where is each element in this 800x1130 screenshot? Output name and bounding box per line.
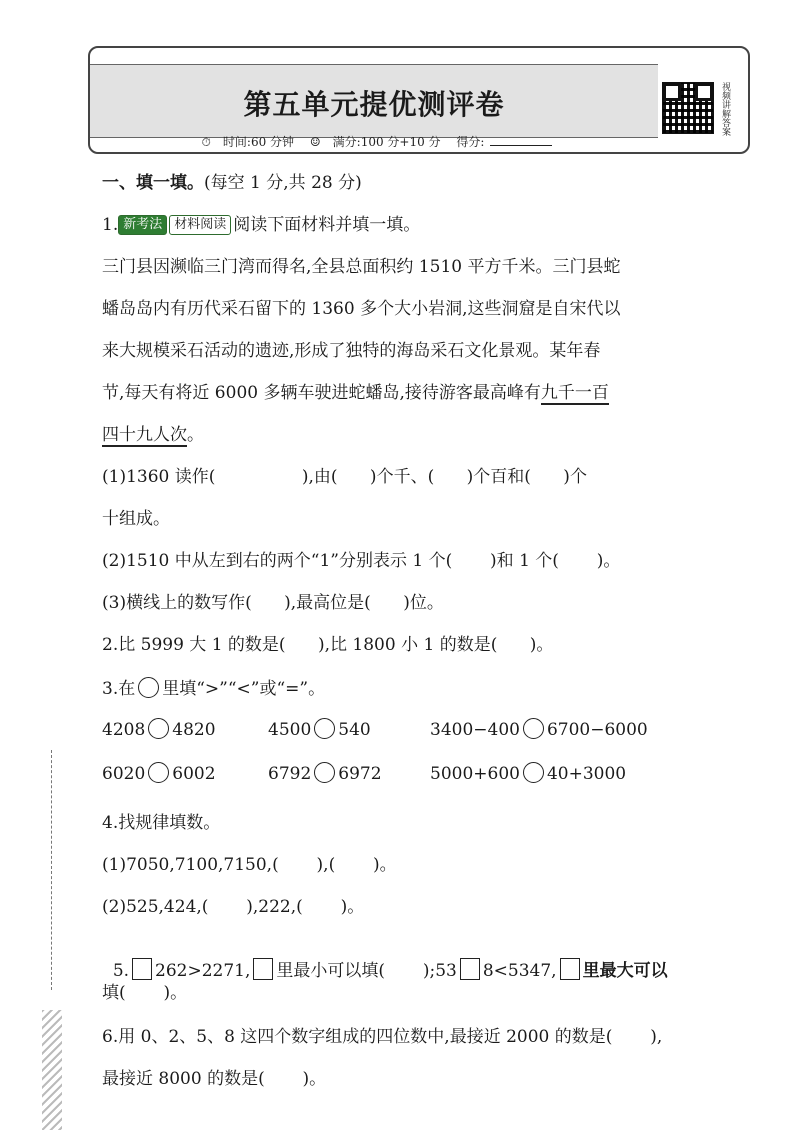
compare-item: [102, 718, 216, 740]
clock-icon: ⏱: [201, 135, 211, 149]
new-method-tag: 新考法: [118, 215, 167, 235]
compare-right: 4820: [172, 720, 216, 740]
q5-part-d: 里最大可以: [582, 961, 668, 981]
digit-box-icon: [253, 958, 273, 980]
section-title: 一、填一填。: [102, 173, 204, 193]
passage-line-2: 蟠岛岛内有历代采石留下的 1360 多个大小岩洞,这些洞窟是自宋代以: [102, 299, 621, 319]
compare-item: [102, 762, 216, 784]
q1-number: 1.: [102, 215, 119, 235]
q3-instruction-a: 3.在: [102, 679, 136, 699]
passage-line-1: 三门县因濒临三门湾而得名,全县总面积约 1510 平方千米。三门县蛇: [102, 257, 621, 277]
section-note: (每空 1 分,共 28 分): [204, 173, 362, 193]
compare-right: 6972: [338, 764, 382, 784]
underlined-number-a: 九千一百: [540, 383, 609, 403]
compare-right: 540: [338, 720, 371, 740]
q5-line2: 填( )。: [102, 983, 188, 1003]
header-banner: [88, 46, 750, 154]
q1-sub1-line1: (1)1360 读作( ),由( )个千、( )个百和( )个: [102, 467, 587, 487]
time-limit: 时间:60 分钟: [222, 135, 295, 149]
q4-sub2: (2)525,424,( ),222,( )。: [102, 897, 365, 917]
compare-left: 6020: [102, 764, 146, 784]
passage-end: 。: [187, 425, 204, 445]
compare-right: 6002: [172, 764, 216, 784]
compare-left: 3400−400: [430, 720, 520, 740]
q5-part-c: 8<5347,: [482, 961, 557, 981]
material-reading-tag: 材料阅读: [169, 215, 231, 235]
q4-sub1: (1)7050,7100,7150,( ),( )。: [102, 855, 397, 875]
binding-hatch: [42, 1010, 62, 1130]
q2-text: 2.比 5999 大 1 的数是( ),比 1800 小 1 的数是( )。: [102, 635, 554, 655]
compare-right: 6700−6000: [546, 720, 648, 740]
exam-meta: [90, 133, 658, 150]
q3-instruction-b: 里填“>”“<”或“=”。: [162, 679, 326, 699]
binding-margin: [40, 750, 64, 1130]
score-label: 得分:: [456, 135, 485, 149]
q6-line1: 6.用 0、2、5、8 这四个数字组成的四位数中,最接近 2000 的数是( ),: [102, 1027, 663, 1047]
answer-circle[interactable]: [148, 762, 169, 783]
q5-number: 5.: [112, 961, 130, 981]
answer-circle[interactable]: [523, 718, 544, 739]
q5-part-a: 262>2271,: [155, 961, 251, 981]
compare-item: [268, 718, 371, 740]
q4-instruction: 4.找规律填数。: [102, 813, 221, 833]
compare-left: 4208: [102, 720, 146, 740]
q1-header: [102, 210, 420, 235]
q6-line2: 最接近 8000 的数是( )。: [102, 1069, 327, 1089]
compare-item: [268, 762, 382, 784]
digit-box[interactable]: [132, 958, 152, 980]
answer-circle[interactable]: [314, 762, 335, 783]
score-blank[interactable]: [490, 145, 552, 146]
q1-instruction: 阅读下面材料并填一填。: [233, 215, 421, 235]
digit-box-icon: [560, 958, 580, 980]
compare-circle-icon: [138, 677, 159, 698]
answer-circle[interactable]: [148, 718, 169, 739]
section-heading: [102, 168, 362, 193]
compare-left: 5000+600: [430, 764, 520, 784]
q3-instruction: [102, 674, 325, 699]
compare-left: 6792: [268, 764, 312, 784]
q1-sub1-line2: 十组成。: [102, 509, 170, 529]
answer-circle[interactable]: [314, 718, 335, 739]
passage-line-5: [102, 420, 204, 445]
compare-left: 4500: [268, 720, 312, 740]
page-title: 第五单元提优测评卷: [243, 88, 505, 121]
passage-line-3: 来大规模采石活动的遗迹,形成了独特的海岛采石文化景观。某年春: [102, 341, 601, 361]
binding-dashed-line: [51, 750, 52, 990]
title-band: [90, 64, 658, 138]
q5-part-b: 里最小可以填( );53: [276, 961, 457, 981]
compare-right: 40+3000: [546, 764, 627, 784]
q1-sub2: (2)1510 中从左到右的两个“1”分别表示 1 个( )和 1 个( )。: [102, 551, 621, 571]
answer-circle[interactable]: [523, 762, 544, 783]
underlined-number-b: 四十九人次: [102, 425, 187, 445]
passage-line-4-text: 节,每天有将近 6000 多辆车驶进蛇蟠岛,接待游客最高峰有: [102, 383, 541, 403]
check-icon: ☺: [309, 135, 321, 149]
q1-sub3: (3)横线上的数写作( ),最高位是( )位。: [102, 593, 444, 613]
compare-item: [430, 718, 648, 740]
passage-line-4: [102, 378, 609, 403]
compare-item: [430, 762, 626, 784]
full-score: 满分:100 分+10 分: [332, 135, 441, 149]
qr-code-icon[interactable]: [662, 82, 714, 134]
q5-line1: [102, 936, 668, 981]
qr-label: 视频讲解答案: [720, 82, 730, 136]
digit-box[interactable]: [460, 958, 480, 980]
